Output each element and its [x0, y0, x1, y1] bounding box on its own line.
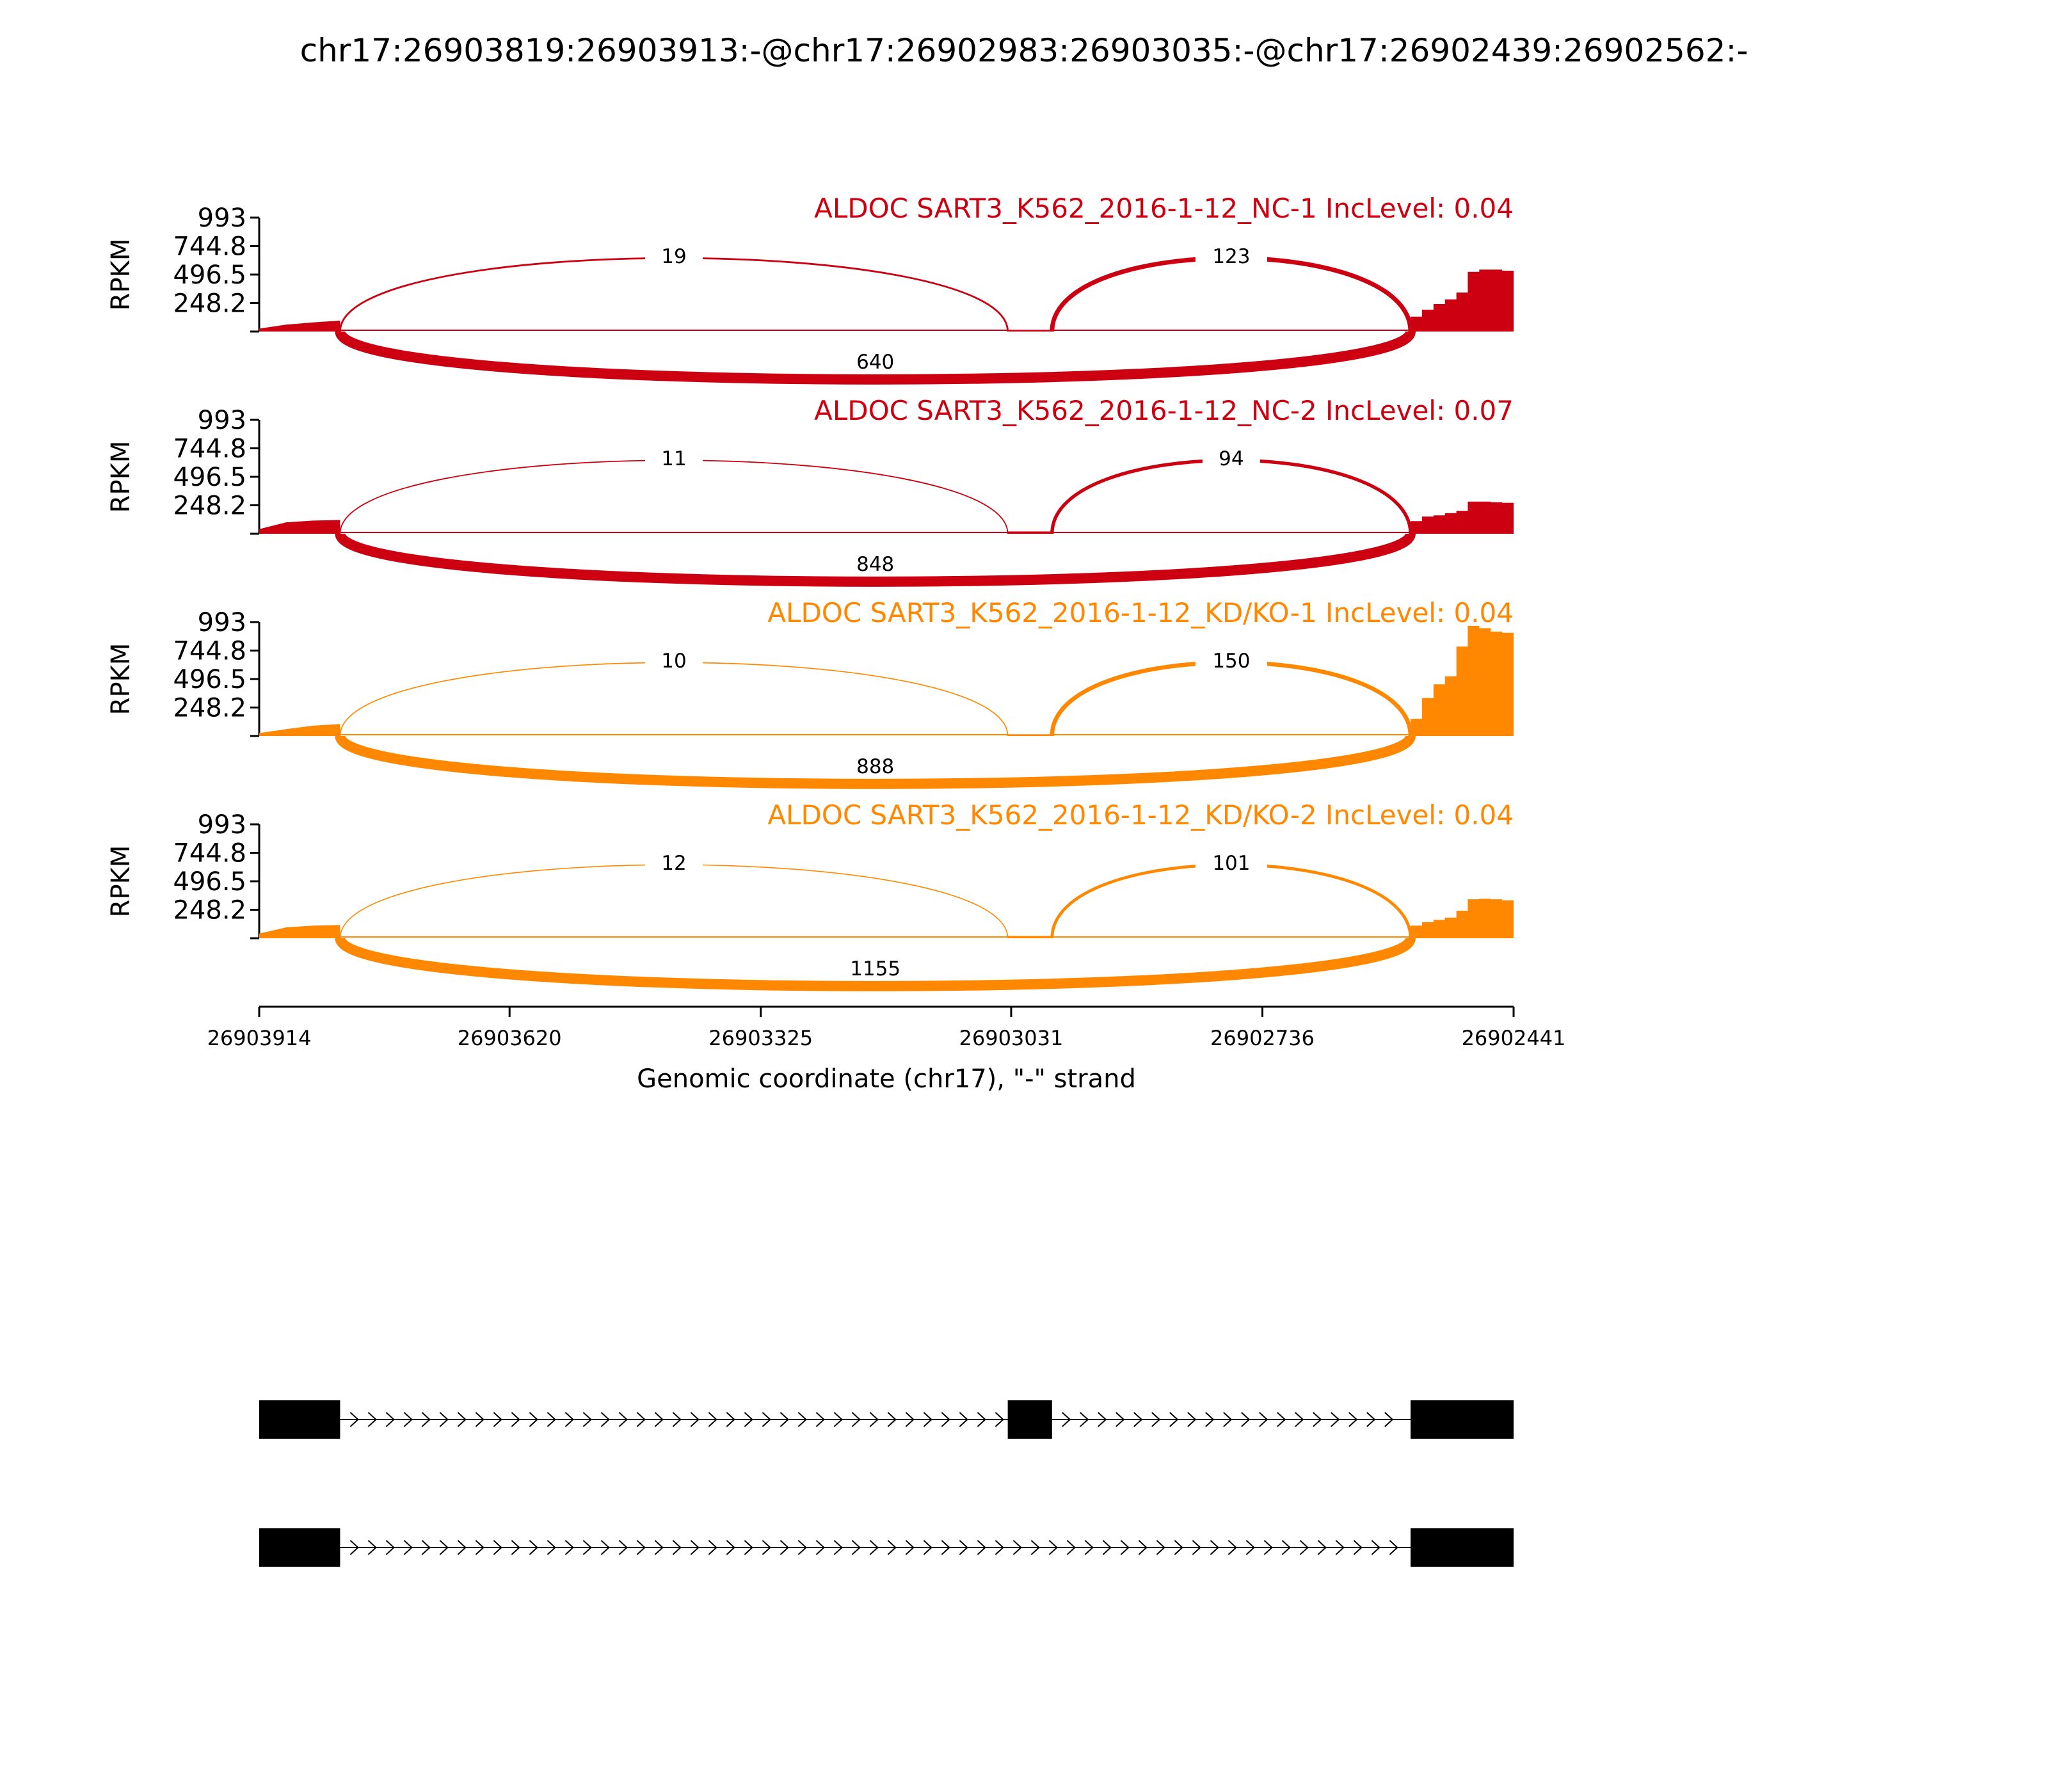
junction-arc — [1052, 865, 1411, 938]
coverage-area — [259, 925, 340, 938]
coverage-area — [1008, 531, 1052, 534]
junction-count: 11 — [661, 447, 687, 470]
junction-count: 101 — [1212, 852, 1251, 875]
coverage-area — [1411, 899, 1514, 938]
junction-arc — [340, 662, 1007, 736]
panel-title: ALDOC SART3_K562_2016-1-12_KD/KO-1 IncLevel: 0.04 — [767, 597, 1514, 628]
coverage-panel — [106, 395, 1514, 582]
x-tick-label: 26902736 — [1210, 1026, 1315, 1050]
junction-count: 150 — [1212, 650, 1251, 673]
junction-arc — [340, 865, 1007, 938]
coverage-area — [1411, 502, 1514, 534]
coverage-area — [259, 321, 340, 332]
x-tick-label: 26903031 — [959, 1026, 1064, 1050]
y-tick-label: 496.5 — [173, 260, 246, 290]
junction-count: 94 — [1219, 447, 1244, 470]
y-tick-label: 993 — [197, 608, 246, 637]
x-axis-label: Genomic coordinate (chr17), "-" strand — [637, 1064, 1136, 1094]
coverage-area — [259, 520, 340, 534]
coverage-area — [259, 724, 340, 736]
transcript — [259, 1528, 1514, 1567]
panel-title: ALDOC SART3_K562_2016-1-12_NC-2 IncLevel: 0.07 — [814, 395, 1514, 426]
junction-arc — [1052, 258, 1411, 332]
y-axis-label: RPKM — [106, 643, 136, 716]
plot-title: chr17:26903819:26903913:-@chr17:26902983:26903035:-@chr17:26902439:26902562:- — [300, 32, 1748, 69]
y-tick-label: 744.8 — [173, 232, 246, 262]
coverage-panel — [106, 193, 1514, 380]
junction-count: 1155 — [850, 957, 901, 980]
y-axis-label: RPKM — [106, 440, 136, 513]
y-axis-label: RPKM — [106, 238, 136, 311]
junction-count: 10 — [661, 650, 687, 673]
panel-title: ALDOC SART3_K562_2016-1-12_KD/KO-2 IncLevel: 0.04 — [767, 799, 1514, 831]
junction-count: 123 — [1212, 245, 1251, 268]
y-tick-label: 496.5 — [173, 867, 246, 897]
y-axis-label: RPKM — [106, 845, 136, 918]
junction-arc — [1052, 460, 1411, 534]
junction-count: 848 — [856, 552, 895, 576]
x-tick-label: 26902441 — [1461, 1026, 1566, 1050]
y-tick-label: 993 — [197, 204, 246, 233]
y-tick-label: 248.2 — [173, 491, 246, 521]
coverage-panel — [106, 799, 1514, 986]
transcript — [259, 1400, 1514, 1439]
gene-model — [259, 1400, 1514, 1567]
panel-title: ALDOC SART3_K562_2016-1-12_NC-1 IncLevel: 0.04 — [814, 193, 1514, 224]
y-tick-label: 993 — [197, 406, 246, 435]
y-tick-label: 744.8 — [173, 434, 246, 464]
y-tick-label: 744.8 — [173, 636, 246, 666]
exon-block — [259, 1400, 340, 1439]
junction-arc — [1052, 662, 1411, 736]
coverage-area — [1008, 936, 1052, 938]
exon-block — [1008, 1400, 1052, 1439]
coverage-panel — [106, 597, 1514, 784]
y-tick-label: 496.5 — [173, 463, 246, 492]
junction-arc — [340, 460, 1007, 534]
y-tick-label: 993 — [197, 810, 246, 840]
x-tick-label: 26903325 — [708, 1026, 813, 1050]
y-tick-label: 248.2 — [173, 289, 246, 319]
y-tick-label: 496.5 — [173, 665, 246, 694]
exon-block — [1411, 1528, 1514, 1567]
junction-arc — [340, 258, 1007, 332]
coverage-area — [1008, 734, 1052, 736]
junction-count: 12 — [661, 852, 687, 875]
junction-count: 640 — [856, 350, 895, 374]
exon-block — [259, 1528, 340, 1567]
coverage-area — [1411, 269, 1514, 332]
y-tick-label: 744.8 — [173, 838, 246, 868]
coverage-area — [1411, 626, 1514, 736]
coverage-panels — [106, 193, 1514, 986]
exon-block — [1411, 1400, 1514, 1439]
junction-count: 19 — [661, 245, 687, 268]
x-tick-label: 26903914 — [207, 1026, 312, 1050]
x-tick-label: 26903620 — [457, 1026, 562, 1050]
junction-count: 888 — [856, 755, 895, 778]
x-axis — [207, 1007, 1566, 1094]
y-tick-label: 248.2 — [173, 693, 246, 723]
y-tick-label: 248.2 — [173, 895, 246, 925]
coverage-area — [1008, 330, 1052, 332]
